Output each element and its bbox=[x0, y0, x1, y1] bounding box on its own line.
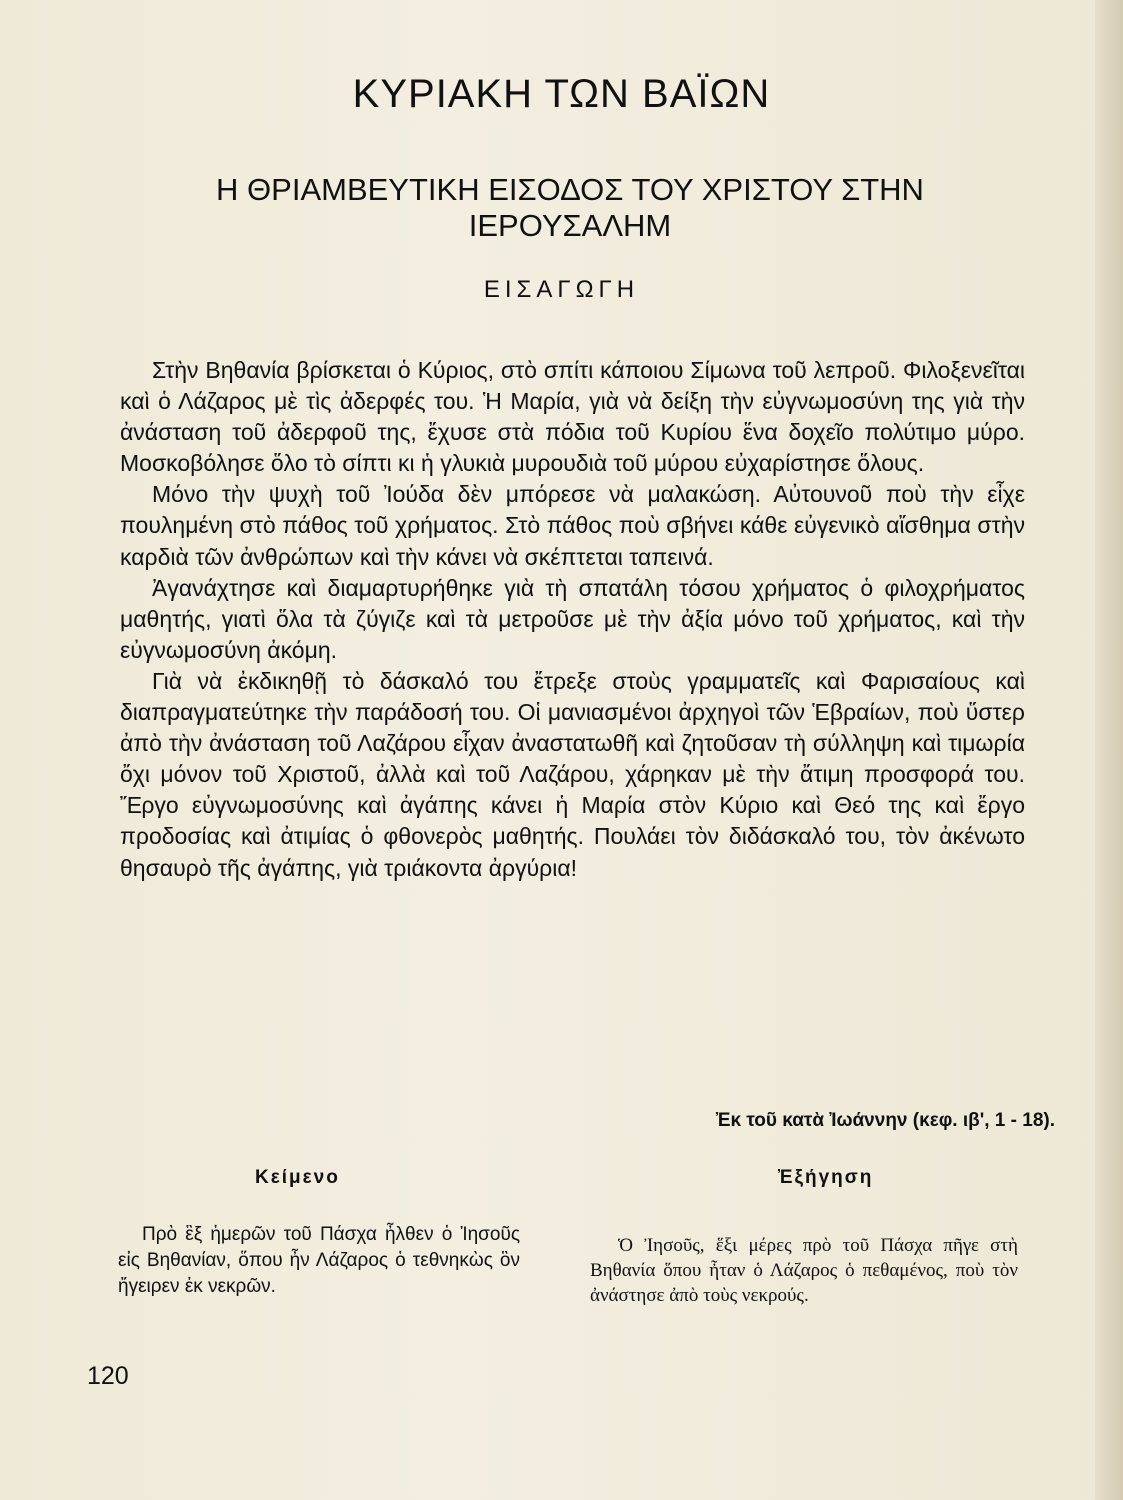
page-subtitle: Η ΘΡΙΑΜΒΕΥΤΙΚΗ ΕΙΣΟΔΟΣ ΤΟΥ ΧΡΙΣΤΟΥ ΣΤΗΝ ΙΕΡΟΥΣΑΛΗΜ bbox=[216, 172, 924, 243]
intro-body bbox=[120, 355, 1025, 884]
intro-heading: ΕΙΣΑΓΩΓΗ bbox=[483, 276, 640, 303]
explanation-text: Ὁ Ἰησοῦς, ἕξι μέρες πρὸ τοῦ Πάσχα πῆγε στὴ Βηθανία ὅπου ἦταν ὁ Λάζαρος ὁ πεθαμένος, ποὺ τὸν ἀνάστησε ἀπὸ τοὺς νεκρούς. bbox=[590, 1235, 1018, 1306]
page-spine-shadow bbox=[1095, 0, 1123, 1500]
original-text: Πρὸ ἓξ ἡμερῶν τοῦ Πάσχα ἦλθεν ὁ Ἰησοῦς εἰς Βηθανίαν, ὅπου ἦν Λάζαρος ὁ τεθνηκὼς ὃν ἤγειρεν ἐκ νεκρῶν. bbox=[118, 1224, 520, 1297]
body-paragraph: Γιὰ νὰ ἐκδικηθῇ τὸ δάσκαλό του ἔτρεξε στοὺς γραμματεῖς καὶ Φαρισαίους καὶ διαπραγματεύτηκε τὴν παράδοσή του. Οἱ μανιασμένοι ἀρχηγοὶ τῶν Ἑβραίων, ποὺ ὕστερ ἀπὸ τὴν ἀνάσταση τοῦ Λαζάρου εἶχαν ἀναστατωθῆ καὶ ζητοῦσαν τὴ σύλληψη καὶ τιμωρία ὄχι μόνον τοῦ Χριστοῦ, ἀλλὰ καὶ τοῦ Λαζάρου, χάρηκαν μὲ τὴν ἄτιμη προσφορά του. Ἔργο εὐγνωμοσύνης καὶ ἀγάπης κάνει ἡ Μαρία στὸν Κύριο καὶ Θεό της καὶ ἔργο προδοσίας καὶ ἀτιμίας ὁ φθονερὸς μαθητής. Πουλάει τὸν διδάσκαλό του, τὸν ἀκένωτο θησαυρὸ τῆς ἀγάπης, γιὰ τριάκοντα ἀργύρια! bbox=[120, 667, 1025, 881]
scripture-source: Ἐκ τοῦ κατὰ Ἰωάννην (κεφ. ιβ', 1 - 18). bbox=[715, 1110, 1055, 1131]
explanation-heading: Ἐξήγηση bbox=[778, 1167, 874, 1188]
body-paragraph: Μόνο τὴν ψυχὴ τοῦ Ἰούδα δὲν μπόρεσε νὰ μαλακώση. Αὐτουνοῦ ποὺ τὴν εἶχε πουλημένη στὸ πάθος τοῦ χρήματος. Στὸ πάθος ποὺ σβήνει κάθε εὐγενικὸ αἴσθημα στὴν καρδιὰ τῶν ἀνθρώπων καὶ τὴν κάνει νὰ σκέπτεται ταπεινά. bbox=[120, 481, 1025, 570]
body-paragraph: Ἀγανάχτησε καὶ διαμαρτυρήθηκε γιὰ τὴ σπατάλη τόσου χρήματος ὁ φιλοχρήματος μαθητής, γιατὶ ὅλα τὰ ζύγιζε καὶ τὰ μετροῦσε μὲ τὴν ἀξία μόνο τοῦ χρήματος, καὶ τὴν εὐγνωμοσύνη ἀκόμη. bbox=[120, 574, 1025, 663]
original-text-heading: Κείμενο bbox=[255, 1167, 340, 1188]
body-paragraph: Στὴν Βηθανία βρίσκεται ὁ Κύριος, στὸ σπίτι κάποιου Σίμωνα τοῦ λεπροῦ. Φιλοξενεῖται καὶ ὁ Λάζαρος μὲ τὶς ἀδερφές του. Ἡ Μαρία, γιὰ νὰ δείξη τὴν εὐγνωμοσύνη της γιὰ τὴν ἀνάσταση τοῦ ἀδερφοῦ της, ἔχυσε στὰ πόδια τοῦ Κυρίου ἕνα δοχεῖο πολύτιμο μύρο. Μοσκοβόλησε ὅλο τὸ σίπτι κι ἡ γλυκιὰ μυρουδιὰ τοῦ μύρου εὐχαρίστησε ὅλους. bbox=[120, 357, 1025, 477]
page-title: ΚΥΡΙΑΚΗ ΤΩΝ ΒΑΪΩΝ bbox=[352, 72, 771, 116]
page-number: 120 bbox=[87, 1362, 129, 1390]
